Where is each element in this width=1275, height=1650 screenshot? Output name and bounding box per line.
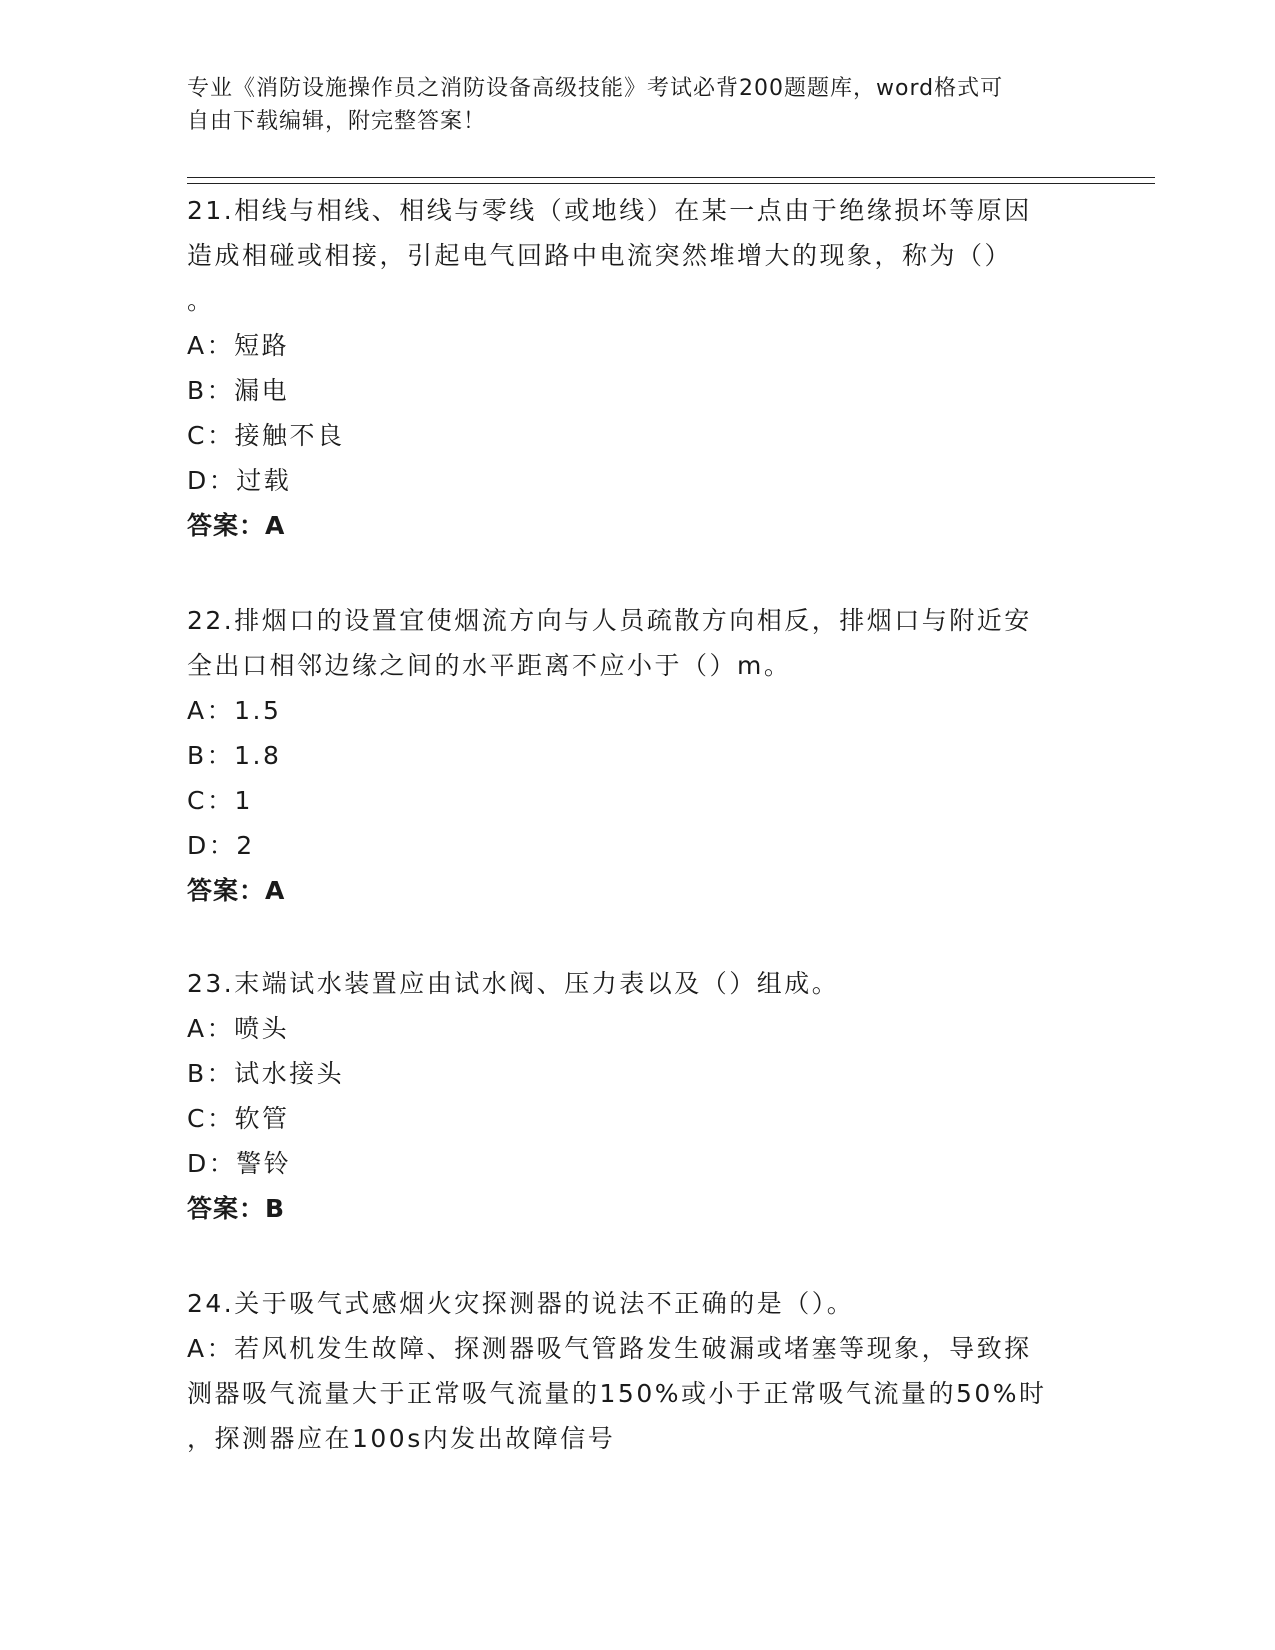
option-d: D：2 [187,831,255,860]
question-stem [187,598,1087,688]
question-stem [187,188,1087,323]
answer-line: 答案：A [187,511,286,540]
header-divider-bottom [187,183,1155,184]
option-b: B：漏电 [187,376,290,405]
header-line-1: 专业《消防设施操作员之消防设备高级技能》考试必背200题题库，word格式可 [187,76,1004,101]
answer-line: 答案：B [187,1194,286,1223]
document-header [187,72,1067,138]
option-a: A：喷头 [187,1014,290,1043]
option-b: B：1.8 [187,741,282,770]
option-d: D：警铃 [187,1149,292,1178]
question-23 [187,961,1087,1231]
option-a-line-1: A：若风机发生故障、探测器吸气管路发生破漏或堵塞等现象，导致探 [187,1334,1032,1363]
option-a: A：1.5 [187,696,282,725]
option-c: C：1 [187,786,253,815]
answer-line: 答案：A [187,876,286,905]
option-a: A：短路 [187,331,290,360]
option-a-line-3: ，探测器应在100s内发出故障信号 [187,1424,616,1453]
header-divider-top [187,177,1155,178]
question-stem [187,1281,1087,1326]
question-22 [187,598,1087,913]
question-stem [187,961,1087,1006]
option-b: B：试水接头 [187,1059,345,1088]
stem-line: 21.相线与相线、相线与零线（或地线）在某一点由于绝缘损坏等原因 [187,196,1032,225]
stem-line: 全出口相邻边缘之间的水平距离不应小于（）m。 [187,651,792,680]
stem-line: 23.末端试水装置应由试水阀、压力表以及（）组成。 [187,969,840,998]
stem-line: 24.关于吸气式感烟火灾探测器的说法不正确的是（）。 [187,1289,855,1318]
stem-line: 造成相碰或相接，引起电气回路中电流突然堆增大的现象，称为（） [187,241,1013,270]
option-d: D：过载 [187,466,292,495]
option-a-line-2: 测器吸气流量大于正常吸气流量的150%或小于正常吸气流量的50%时 [187,1379,1047,1408]
header-line-2: 自由下载编辑，附完整答案！ [187,109,487,134]
question-24 [187,1281,1087,1461]
option-c: C：接触不良 [187,421,345,450]
stem-line: 。 [187,286,215,315]
option-c: C：软管 [187,1104,290,1133]
stem-line: 22.排烟口的设置宜使烟流方向与人员疏散方向相反，排烟口与附近安 [187,606,1032,635]
question-21 [187,188,1087,548]
